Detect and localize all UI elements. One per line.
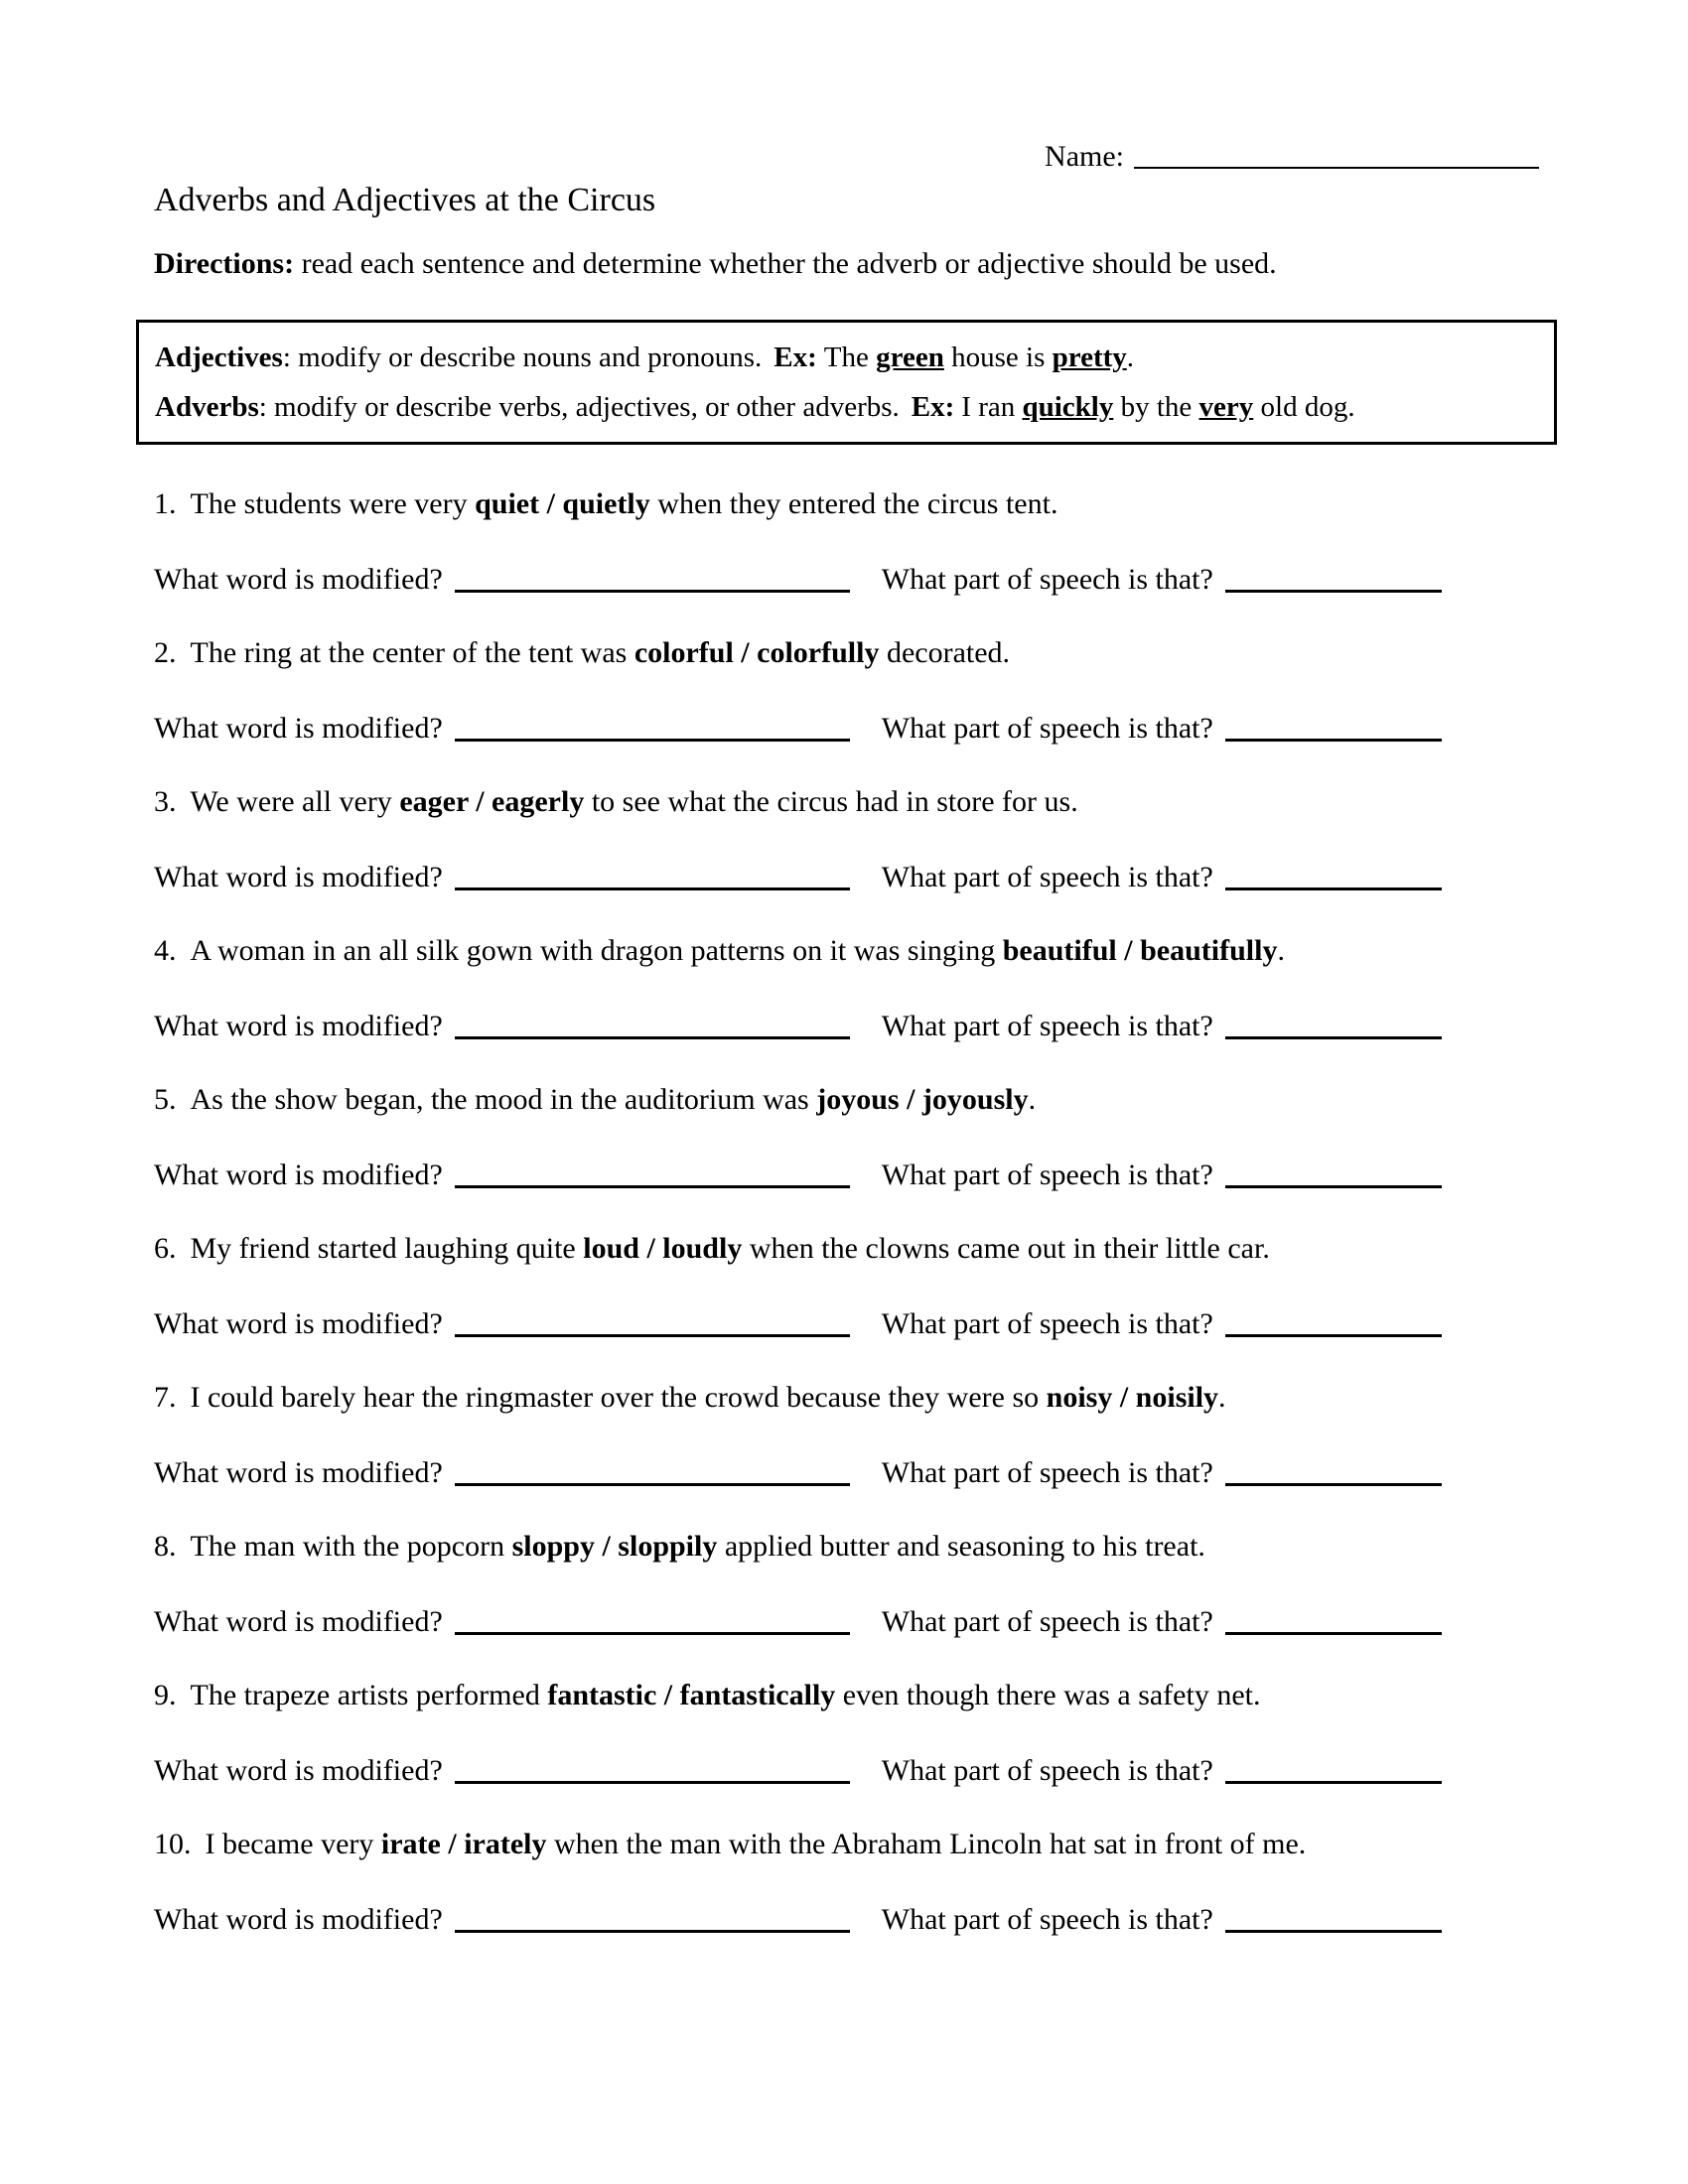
speech-question-label: What part of speech is that?: [881, 1903, 1213, 1936]
sentence-post: .: [1277, 934, 1285, 967]
question-number: 7.: [154, 1381, 177, 1414]
speech-answer-blank[interactable]: [1225, 1185, 1442, 1188]
example-text: .: [1126, 341, 1135, 373]
modified-question-label: What word is modified?: [154, 1307, 443, 1340]
example-text: I ran: [961, 391, 1023, 423]
question-sentence: [154, 933, 1539, 969]
speech-answer-blank[interactable]: [1225, 1632, 1442, 1635]
directions-text: read each sentence and determine whether the adverb or adjective should be used.: [301, 247, 1277, 280]
choice-words: irate / irately: [380, 1828, 547, 1860]
question-number: 9.: [154, 1679, 177, 1711]
def-term: Adjectives: [155, 341, 283, 373]
example-text: The: [823, 341, 877, 373]
name-label: Name:: [1045, 140, 1124, 173]
def-example: [824, 341, 1134, 373]
modified-answer-blank[interactable]: [455, 1483, 850, 1486]
question-sentence: [154, 486, 1539, 522]
example-text: house is: [943, 341, 1053, 373]
question-block: [154, 1082, 1539, 1193]
choice-words: beautiful / beautifully: [1002, 934, 1278, 967]
definition-line: [155, 333, 1538, 382]
sentence-pre: The trapeze artists performed: [190, 1679, 548, 1711]
sentence-post: decorated.: [879, 636, 1011, 669]
sentence-pre: The ring at the center of the tent was: [190, 636, 634, 669]
question-sentence: [154, 1231, 1539, 1267]
question-block: [154, 1827, 1539, 1938]
sentence-pre: The man with the popcorn: [190, 1530, 512, 1563]
choice-words: colorful / colorfully: [633, 636, 880, 669]
directions-label: Directions:: [154, 247, 295, 280]
modified-answer-blank[interactable]: [455, 590, 850, 593]
speech-question-label: What part of speech is that?: [881, 861, 1213, 893]
speech-question-label: What part of speech is that?: [881, 1010, 1213, 1042]
example-emphasis-word: very: [1198, 391, 1254, 423]
example-text: by the: [1113, 391, 1199, 423]
speech-answer-blank[interactable]: [1225, 1334, 1442, 1337]
answer-line: [154, 860, 1539, 895]
modified-answer-blank[interactable]: [455, 1632, 850, 1635]
question-sentence: [154, 1827, 1539, 1862]
answer-line: [154, 1158, 1539, 1193]
question-block: [154, 1529, 1539, 1640]
sentence-pre: A woman in an all silk gown with dragon patterns on it was singing: [190, 934, 1003, 967]
question-block: [154, 486, 1539, 598]
question-number: 8.: [154, 1530, 177, 1563]
sentence-pre: As the show began, the mood in the auditorium was: [190, 1083, 817, 1116]
question-number: 2.: [154, 636, 177, 669]
sentence-post: applied butter and seasoning to his treat.: [717, 1530, 1205, 1563]
example-emphasis-word: quickly: [1022, 391, 1114, 423]
question-block: [154, 1231, 1539, 1342]
modified-question-label: What word is modified?: [154, 1754, 443, 1787]
speech-question-label: What part of speech is that?: [881, 1605, 1213, 1638]
question-sentence: [154, 784, 1539, 820]
question-block: [154, 1678, 1539, 1789]
answer-line: [154, 711, 1539, 747]
question-number: 10.: [154, 1828, 192, 1860]
speech-answer-blank[interactable]: [1225, 1483, 1442, 1486]
question-number: 5.: [154, 1083, 177, 1116]
speech-question-label: What part of speech is that?: [881, 1456, 1213, 1489]
sentence-post: when they entered the circus tent.: [649, 487, 1058, 520]
sentence-pre: The students were very: [190, 487, 476, 520]
speech-answer-blank[interactable]: [1225, 1930, 1442, 1933]
speech-question-label: What part of speech is that?: [881, 563, 1213, 596]
sentence-post: when the man with the Abraham Lincoln hat sat in front of me.: [546, 1828, 1307, 1860]
choice-words: noisy / noisily: [1046, 1381, 1219, 1414]
def-desc: : modify or describe verbs, adjectives, or other adverbs.: [258, 391, 900, 423]
question-number: 1.: [154, 487, 177, 520]
speech-question-label: What part of speech is that?: [881, 1754, 1213, 1787]
question-block: [154, 784, 1539, 895]
question-number: 3.: [154, 785, 177, 818]
name-row: [154, 139, 1539, 175]
question-block: [154, 1380, 1539, 1491]
definition-line: [155, 382, 1538, 432]
choice-words: quiet / quietly: [475, 487, 650, 520]
question-sentence: [154, 1678, 1539, 1713]
modified-question-label: What word is modified?: [154, 1903, 443, 1936]
modified-answer-blank[interactable]: [455, 1036, 850, 1039]
example-emphasis-word: pretty: [1052, 341, 1127, 373]
speech-answer-blank[interactable]: [1225, 739, 1442, 742]
sentence-pre: I could barely hear the ringmaster over the crowd because they were so: [190, 1381, 1047, 1414]
page-title: Adverbs and Adjectives at the Circus: [154, 182, 656, 218]
sentence-pre: My friend started laughing quite: [190, 1232, 584, 1265]
question-block: [154, 635, 1539, 747]
question-number: 6.: [154, 1232, 177, 1265]
answer-line: [154, 1902, 1539, 1938]
modified-question-label: What word is modified?: [154, 712, 443, 745]
choice-words: sloppy / sloppily: [511, 1530, 718, 1563]
speech-question-label: What part of speech is that?: [881, 1159, 1213, 1191]
modified-answer-blank[interactable]: [455, 887, 850, 890]
choice-words: loud / loudly: [583, 1232, 743, 1265]
def-term: Adverbs: [155, 391, 259, 423]
question-sentence: [154, 1380, 1539, 1416]
question-block: [154, 933, 1539, 1044]
speech-question-label: What part of speech is that?: [881, 1307, 1213, 1340]
speech-answer-blank[interactable]: [1225, 1781, 1442, 1784]
answer-line: [154, 1604, 1539, 1640]
choice-words: fantastic / fantastically: [547, 1679, 836, 1711]
example-text: old dog.: [1253, 391, 1355, 423]
speech-answer-blank[interactable]: [1225, 590, 1442, 593]
modified-question-label: What word is modified?: [154, 1159, 443, 1191]
modified-answer-blank[interactable]: [455, 1185, 850, 1188]
speech-answer-blank[interactable]: [1225, 1036, 1442, 1039]
answer-line: [154, 1455, 1539, 1491]
example-emphasis-word: green: [876, 341, 944, 373]
choice-words: joyous / joyously: [816, 1083, 1029, 1116]
choice-words: eager / eagerly: [399, 785, 585, 818]
question-sentence: [154, 635, 1539, 671]
sentence-post: even though there was a safety net.: [835, 1679, 1261, 1711]
modified-question-label: What word is modified?: [154, 563, 443, 596]
modified-question-label: What word is modified?: [154, 1010, 443, 1042]
questions-list: [154, 486, 1539, 1938]
definitions-box: [136, 320, 1557, 445]
sentence-pre: I became very: [205, 1828, 381, 1860]
answer-line: [154, 1306, 1539, 1342]
speech-question-label: What part of speech is that?: [881, 712, 1213, 745]
answer-line: [154, 1009, 1539, 1044]
name-input-line[interactable]: [1134, 167, 1539, 169]
question-sentence: [154, 1082, 1539, 1118]
modified-answer-blank[interactable]: [455, 1334, 850, 1337]
sentence-post: when the clowns came out in their little car.: [742, 1232, 1270, 1265]
modified-question-label: What word is modified?: [154, 861, 443, 893]
speech-answer-blank[interactable]: [1225, 887, 1442, 890]
def-desc: : modify or describe nouns and pronouns.: [282, 341, 763, 373]
modified-question-label: What word is modified?: [154, 1456, 443, 1489]
directions: [154, 246, 1539, 282]
sentence-post: .: [1218, 1381, 1226, 1414]
sentence-pre: We were all very: [190, 785, 400, 818]
def-ex-label: Ex:: [774, 341, 817, 373]
def-ex-label: Ex:: [911, 391, 955, 423]
modified-answer-blank[interactable]: [455, 1781, 850, 1784]
answer-line: [154, 562, 1539, 598]
def-example: [961, 391, 1354, 423]
modified-answer-blank[interactable]: [455, 739, 850, 742]
sentence-post: .: [1028, 1083, 1037, 1116]
modified-question-label: What word is modified?: [154, 1605, 443, 1638]
question-number: 4.: [154, 934, 177, 967]
answer-line: [154, 1753, 1539, 1789]
question-sentence: [154, 1529, 1539, 1565]
sentence-post: to see what the circus had in store for us.: [584, 785, 1078, 818]
modified-answer-blank[interactable]: [455, 1930, 850, 1933]
